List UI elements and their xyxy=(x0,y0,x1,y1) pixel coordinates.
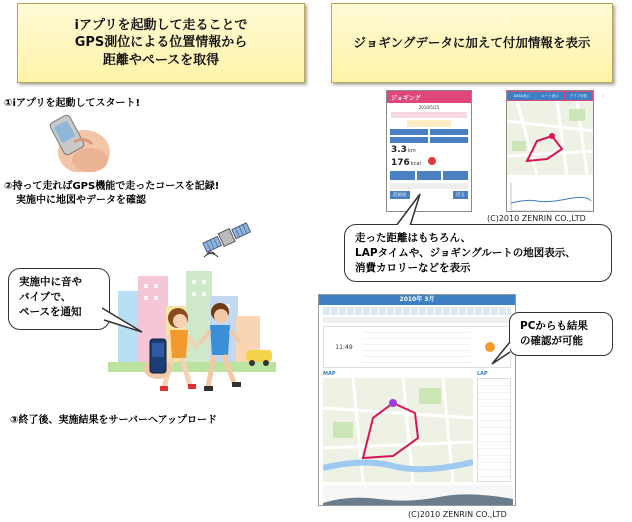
phone1-stat-row3 xyxy=(390,171,468,180)
pc-result-line2: の確認が可能 xyxy=(520,335,583,348)
phone1-comment xyxy=(390,183,468,189)
phone2-tab-graph[interactable]: グラフ切替 xyxy=(565,92,592,100)
phone2-elevation-graph xyxy=(507,179,594,212)
satellite-icon xyxy=(201,216,255,260)
notification-bubble-line1: 実施中に音や xyxy=(19,276,82,288)
pc-route-map[interactable] xyxy=(323,378,473,482)
left-header-box xyxy=(17,3,305,83)
pc-copyright: (C)2010 ZENRIN CO.,LTD xyxy=(408,510,507,519)
step-1-text: ①iアプリを起動してスタート! xyxy=(4,98,141,109)
right-header-box xyxy=(331,3,613,83)
pc-lap-table xyxy=(477,378,511,482)
phone-screen-map xyxy=(506,90,594,212)
phone1-badge xyxy=(407,120,451,127)
notification-bubble-tail xyxy=(102,306,144,336)
result-info-line2: LAPタイムや、ジョギングルートの地図表示、 xyxy=(355,247,576,260)
result-info-bubble xyxy=(344,224,612,282)
pc-summary-panel xyxy=(323,326,511,368)
step-2-text xyxy=(4,180,219,208)
left-header-line3: 距離やペースを取得 xyxy=(102,52,220,68)
right-header-text: ジョギングデータに加えて付加情報を表示 xyxy=(353,34,591,50)
phone2-tab-bar xyxy=(507,91,593,101)
pc-map-label: MAP xyxy=(323,371,336,377)
pc-result-line1: PCからも結果 xyxy=(520,320,588,332)
phone1-stat-row1 xyxy=(390,129,468,135)
step-2-line2: 実施中に地図やデータを確認 xyxy=(16,195,146,206)
phone2-route-map[interactable] xyxy=(507,101,594,175)
pc-result-screen xyxy=(318,294,516,506)
phone1-back-button[interactable]: 前画面 xyxy=(390,191,410,199)
step-3-text: ③終了後、実施結果をサーバーへアップロード xyxy=(10,415,217,426)
phone-in-hand-illustration xyxy=(44,112,110,172)
pc-time-block xyxy=(324,327,364,367)
mobile-device-icon xyxy=(143,335,173,381)
pc-lap-label: LAP xyxy=(477,371,488,377)
notification-bubble xyxy=(8,268,110,330)
runners-city-illustration xyxy=(108,266,276,406)
phone1-calorie-row xyxy=(391,157,467,168)
pc-calendar-strip[interactable] xyxy=(323,307,511,315)
strawberry-icon xyxy=(428,157,436,165)
phone1-stat-row2 xyxy=(390,137,468,143)
phone1-calorie-unit: kcal xyxy=(410,161,421,167)
notification-bubble-line2: バイブで、 xyxy=(19,291,72,304)
phone1-date: 2010/5/25 xyxy=(418,105,440,110)
phone1-calorie: 176 xyxy=(391,158,410,168)
pc-result-bubble-tail xyxy=(490,340,512,366)
result-info-line1: 走った距離はもちろん、 xyxy=(355,232,472,244)
pc-stats-list xyxy=(364,327,470,367)
result-info-bubble-tail xyxy=(384,192,424,228)
result-info-line3: 消費カロリーなどを表示 xyxy=(355,262,471,275)
pc-month-title: 2010年 3月 xyxy=(399,296,435,303)
pc-elevation-graph xyxy=(319,485,516,506)
phone1-message xyxy=(391,112,467,118)
phone1-return-button[interactable]: 戻る xyxy=(453,191,468,199)
left-header-line2: GPS測位による位置情報から xyxy=(74,35,248,51)
phone1-distance-unit: km xyxy=(407,148,416,154)
notification-bubble-line3: ペースを通知 xyxy=(19,306,82,319)
phone1-title-bar xyxy=(387,91,471,103)
phone2-tab-route[interactable]: ルート表示 xyxy=(536,92,563,100)
mobile-copyright: (C)2010 ZENRIN CO.,LTD xyxy=(487,214,586,223)
phone1-title: ジョギング xyxy=(391,95,421,102)
pc-header-bar xyxy=(319,295,515,305)
step-2-line1: ②持って走ればGPS機能で走ったコースを記録! xyxy=(4,181,220,192)
left-header-line1: iアプリを起動して走ることで xyxy=(74,17,248,33)
phone1-distance-row xyxy=(391,145,467,155)
phone2-tab-data[interactable]: DATA表示 xyxy=(508,92,535,100)
phone1-distance: 3.3 xyxy=(391,145,407,155)
pc-result-bubble xyxy=(509,312,613,356)
pc-time: 11:49 xyxy=(335,343,353,351)
pc-week-row xyxy=(323,317,511,323)
